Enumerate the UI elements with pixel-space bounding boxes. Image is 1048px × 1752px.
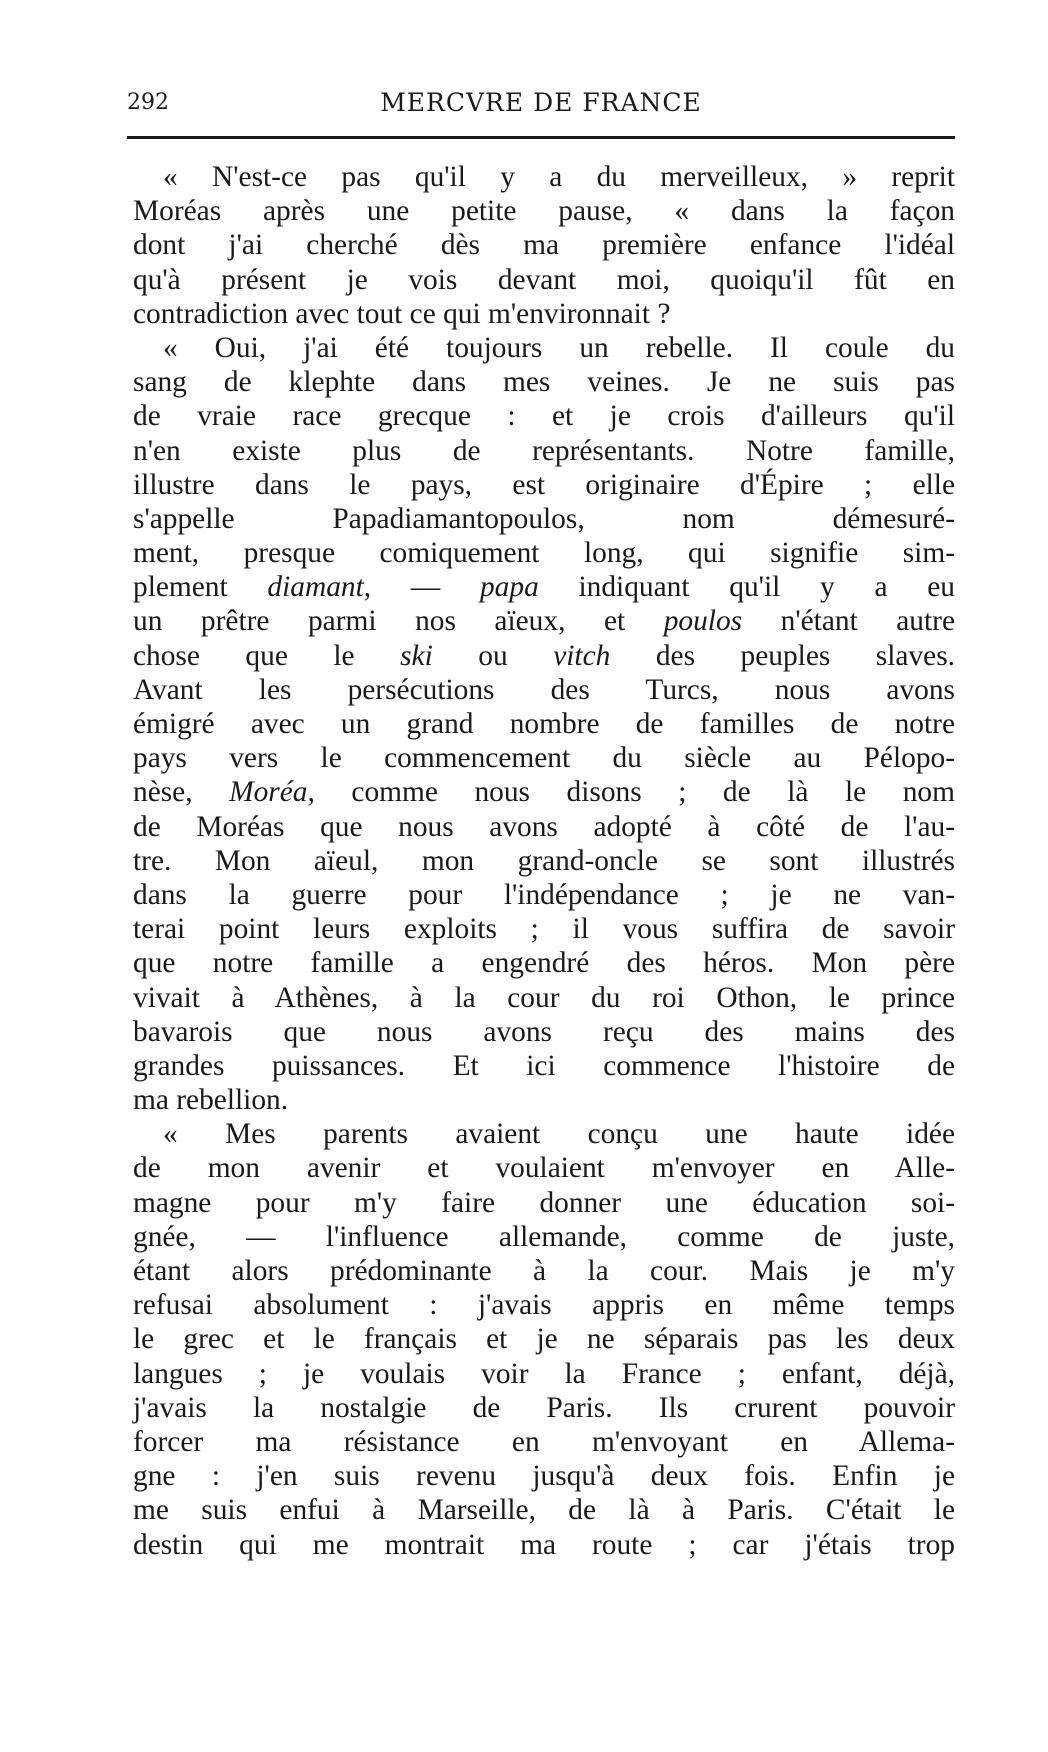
text-segment: nèse, [133,776,230,809]
header-rule [127,136,955,139]
italic-word: Moréa, [229,776,315,809]
text-line: forcer ma résistance en m'envoyant en Allema- [133,1425,955,1458]
text-line: contradiction avec tout ce qui m'environnait ? [133,297,671,330]
text-line: ma rebellion. [133,1084,289,1117]
text-line: dont j'ai cherché dès ma première enfance l'idéal [133,229,955,262]
running-title: MERCVRE DE FRANCE [380,88,702,117]
text-line: j'avais la nostalgie de Paris. Ils crurent pouvoir [133,1391,955,1424]
text-line [133,639,955,673]
text-segment: , — [363,571,480,604]
text-line: dans la guerre pour l'indépendance ; je ne van- [133,878,955,911]
text-segment: comme nous disons ; de là le nom [314,776,955,809]
text-line: gnée, — l'influence allemande, comme de juste, [133,1220,955,1253]
italic-word: diamant [267,571,364,604]
text-line: « Oui, j'ai été toujours un rebelle. Il coule du [163,331,955,364]
text-segment: ou [432,639,554,672]
text-line: n'en existe plus de représentants. Notre famille, [133,434,955,467]
text-segment: des peuples slaves. [610,639,955,672]
text-segment: un prêtre parmi nos aïeux, et [133,605,664,638]
text-line: me suis enfui à Marseille, de là à Paris. C'était le [133,1494,955,1527]
text-segment: plement [133,571,268,604]
text-line: gne : j'en suis revenu jusqu'à deux fois. Enfin je [133,1460,955,1493]
text-line: « Mes parents avaient conçu une haute idée [163,1118,955,1151]
text-line: Moréas après une petite pause, « dans la façon [133,195,955,228]
text-segment: n'étant autre [742,605,956,638]
text-line: Avant les persécutions des Turcs, nous avons [133,673,955,706]
italic-word: vitch [553,639,611,672]
text-line: magne pour m'y faire donner une éducation soi- [133,1186,955,1219]
text-line: « N'est-ce pas qu'il y a du merveilleux, » reprit [163,161,955,193]
text-line [133,775,955,809]
text-line: ment, presque comiquement long, qui signifie sim- [133,537,955,570]
page-number: 292 [127,90,169,115]
text-line: grandes puissances. Et ici commence l'histoire de [133,1049,955,1082]
text-line: étant alors prédominante à la cour. Mais je m'y [133,1255,955,1287]
italic-word: ski [400,639,433,672]
body-text [133,160,955,1562]
text-segment: chose que le [133,639,401,672]
text-line: que notre famille a engendré des héros. Mon père [133,947,955,980]
text-line: de Moréas que nous avons adopté à côté de l'au- [133,810,955,843]
text-line: pays vers le commencement du siècle au Pélopo- [133,742,955,775]
text-line: de mon avenir et voulaient m'envoyer en Alle- [133,1152,955,1185]
text-line: s'appelle Papadiamantopoulos, nom démesuré- [133,502,955,535]
text-line: sang de klephte dans mes veines. Je ne suis pas [133,366,955,399]
text-line: de vraie race grecque : et je crois d'ailleurs qu'il [133,400,955,433]
italic-word: papa [479,571,539,604]
text-line: destin qui me montrait ma route ; car j'étais trop [133,1528,955,1561]
text-line: refusai absolument : j'avais appris en même temps [133,1289,955,1322]
text-line: illustre dans le pays, est originaire d'Épire ; elle [133,468,955,501]
text-line: tre. Mon aïeul, mon grand-oncle se sont illustrés [133,844,955,877]
text-line: terai point leurs exploits ; il vous suffira de savoir [133,913,955,946]
text-line [133,570,955,604]
italic-word: poulos [663,605,743,638]
text-line: qu'à présent je vois devant moi, quoiqu'il fût en [133,263,955,296]
text-segment: indiquant qu'il y a eu [538,571,955,604]
text-line: bavarois que nous avons reçu des mains des [133,1015,955,1048]
text-line: le grec et le français et je ne séparais pas les deux [133,1323,955,1356]
text-line [133,604,955,638]
text-line: émigré avec un grand nombre de familles de notre [133,708,955,740]
running-head [127,86,955,126]
text-line: langues ; je voulais voir la France ; enfant, déjà, [133,1357,955,1390]
text-line: vivait à Athènes, à la cour du roi Othon, le prince [133,981,955,1014]
